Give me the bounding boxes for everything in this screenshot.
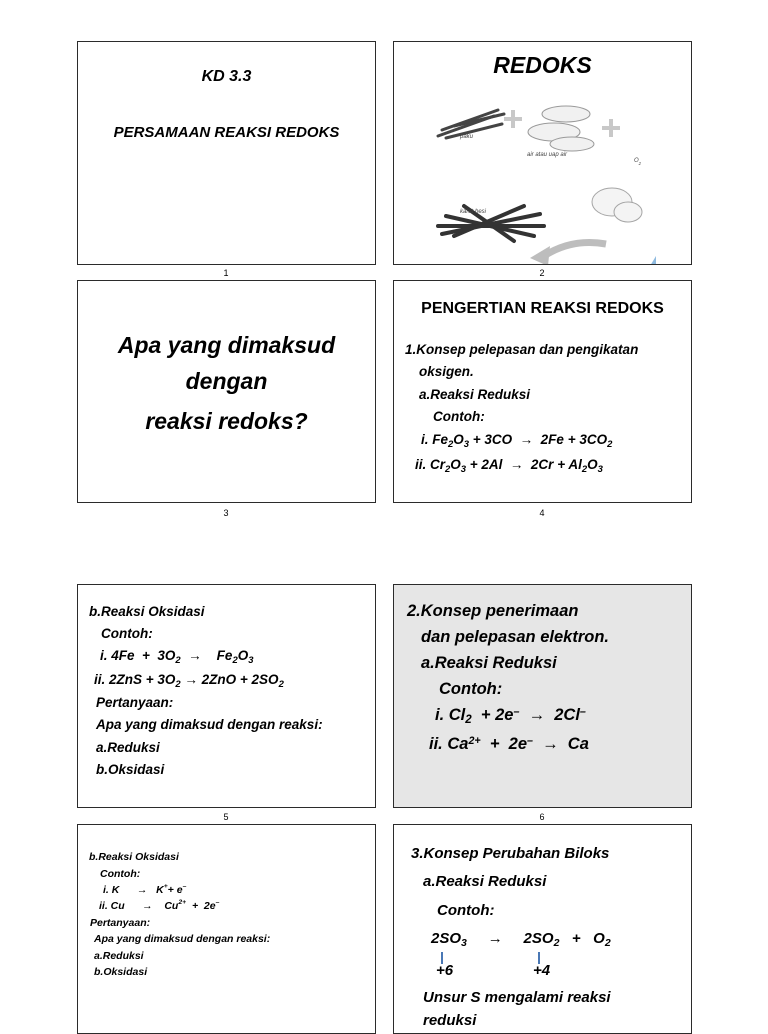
- label-karat: karat besi: [460, 209, 487, 215]
- slide-5: [77, 584, 376, 808]
- slide-3-line-3: reaksi redoks?: [145, 408, 308, 434]
- slide-8-line-2: a.Reaksi Reduksi: [423, 873, 547, 890]
- slide-1: [77, 41, 376, 265]
- slide-7-line-2: Contoh:: [100, 868, 141, 880]
- slide-1-title: PERSAMAAN REAKSI REDOKS: [113, 124, 340, 141]
- arrow-icon: [544, 243, 606, 257]
- label-o2: $O_2$: [634, 158, 642, 166]
- slide-6-equation-2: ii. $Ca^{2+} + 2e^- \to Ca$: [429, 735, 589, 753]
- slide-5-line-6: b.Oksidasi: [96, 762, 165, 777]
- slide-7-line-6: b.Oksidasi: [94, 966, 148, 978]
- slide-5-line-4: Apa yang dimaksud dengan reaksi:: [96, 717, 323, 732]
- slide-8-line-3: Contoh:: [437, 902, 495, 919]
- slide-4: [393, 280, 692, 503]
- slide-8-line-1: 3.Konsep Perubahan Biloks: [411, 845, 610, 862]
- slide-7-equation-1: i. K → K++ e–: [103, 883, 187, 896]
- page-number-3: 3: [223, 508, 229, 518]
- slide-7-line-1: b.Reaksi Oksidasi: [89, 851, 179, 863]
- page-number-5: 5: [223, 812, 229, 822]
- oxidation-state-1: +6: [436, 962, 454, 979]
- slide-3-line-2: dengan: [185, 368, 268, 394]
- slide-4-line-3: a.Reaksi Reduksi: [419, 387, 531, 402]
- slide-7-equation-2: ii. Cu → $Cu^{2+} + 2e^-$: [99, 899, 220, 912]
- oxygen-cloud-image: [592, 188, 642, 222]
- slide-8-line-5: reduksi: [423, 1012, 477, 1029]
- slide-3: [77, 280, 376, 503]
- label-paku: paku: [460, 134, 474, 140]
- slide-4-equation-1: i. $Fe_2O_3 + 3CO \to 2Fe + 3CO_2$: [421, 432, 613, 450]
- water-puddles-image: [528, 106, 594, 151]
- page-number-2: 2: [539, 268, 545, 278]
- slide-5-line-3: Pertanyaan:: [96, 695, 174, 710]
- slide-6-equation-1: i. $Cl_2 + 2e^- \to 2Cl^-$: [435, 706, 586, 726]
- page-number-4: 4: [539, 508, 545, 518]
- rusty-nails-image: [438, 206, 544, 241]
- slide-1-kd: KD 3.3: [201, 68, 252, 85]
- slide-2: [393, 41, 692, 265]
- slide-7-line-3: Pertanyaan:: [90, 917, 151, 929]
- slide-7-line-4: Apa yang dimaksud dengan reaksi:: [94, 933, 271, 945]
- slide-8-equation-1: $2SO_3$ → $2SO_2 + O_2$: [431, 930, 611, 949]
- slide-8-line-4: Unsur S mengalami reaksi: [423, 989, 611, 1006]
- slide-5-line-2: Contoh:: [101, 626, 153, 641]
- slide-6-line-3: a.Reaksi Reduksi: [421, 654, 557, 672]
- slide-4-equation-2: ii. $Cr_2O_3 + 2Al \to 2Cr + Al_2O_3$: [415, 457, 603, 475]
- slide-6-line-1: 2.Konsep penerimaan: [407, 602, 579, 620]
- slide-5-equation-1: i. $4Fe + 3O_2$ → $Fe_2O_3$: [100, 648, 254, 666]
- page-number-1: 1: [223, 268, 229, 278]
- oxidation-state-2: +4: [533, 962, 551, 979]
- slide-4-title: PENGERTIAN REAKSI REDOKS: [421, 300, 664, 317]
- slide-4-line-4: Contoh:: [433, 409, 485, 424]
- slide-6: [393, 584, 692, 808]
- slide-5-line-1: b.Reaksi Oksidasi: [89, 604, 205, 619]
- slide-4-line-1: 1.Konsep pelepasan dan pengikatan: [405, 342, 639, 357]
- slide-7-line-5: a.Reduksi: [94, 950, 144, 962]
- corner-triangle-icon: [650, 256, 656, 265]
- slide-5-line-5: a.Reduksi: [96, 740, 160, 755]
- label-air: air atau uap air: [527, 152, 568, 158]
- redoks-illustration: [394, 86, 691, 265]
- slide-5-equation-2: ii. $2ZnS + 3O_2 \to 2ZnO + 2SO_2$: [94, 672, 284, 690]
- slide-6-line-2: dan pelepasan elektron.: [421, 628, 609, 646]
- page-number-6: 6: [539, 812, 545, 822]
- slide-2-title: REDOKS: [493, 52, 592, 78]
- slide-8: [393, 824, 692, 1034]
- slide-4-line-2: oksigen.: [419, 364, 474, 379]
- slide-3-line-1: Apa yang dimaksud: [117, 332, 336, 358]
- slide-6-line-4: Contoh:: [439, 680, 503, 698]
- slide-7: [77, 824, 376, 1034]
